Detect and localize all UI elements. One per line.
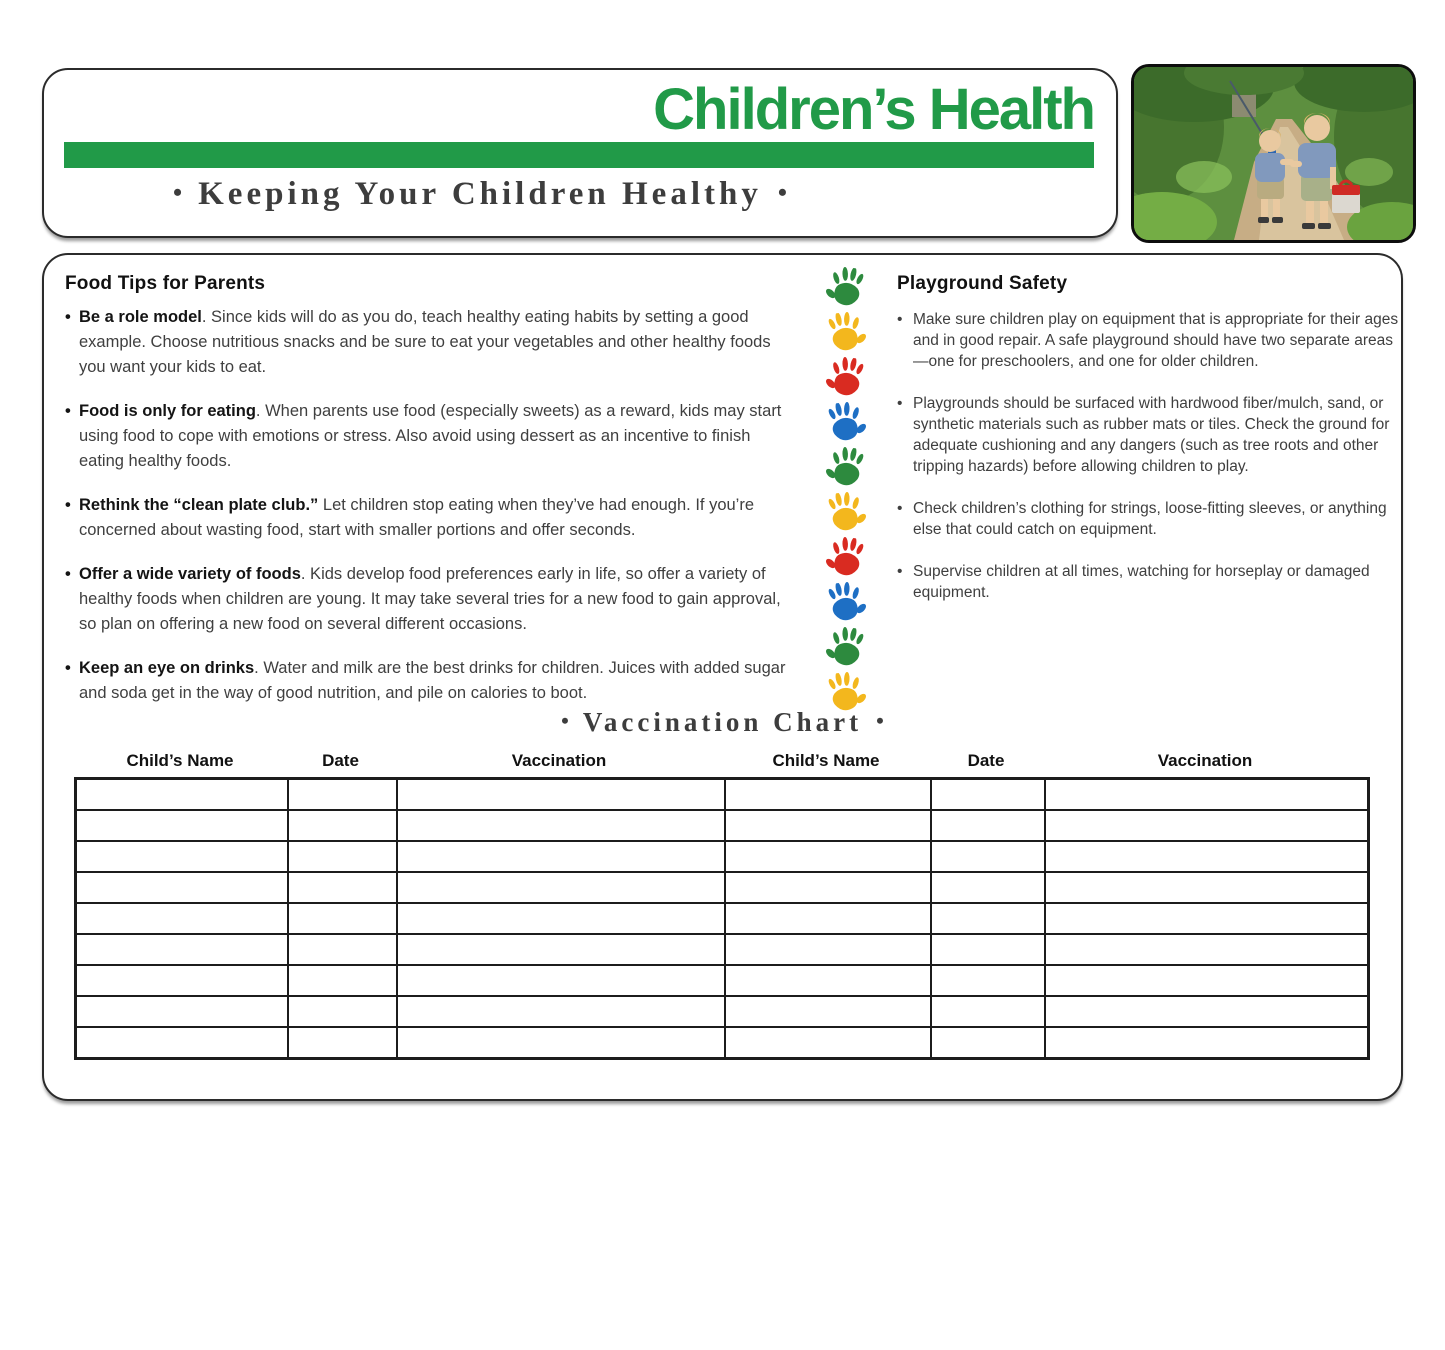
table-cell: [1045, 996, 1369, 1027]
table-cell: [725, 965, 931, 996]
table-row: [76, 934, 1369, 965]
bullet-decoration: •: [876, 708, 884, 733]
playground-safety-list: [897, 309, 1399, 603]
table-cell: [288, 965, 397, 996]
table-cell: [397, 965, 725, 996]
table-cell: [76, 810, 288, 841]
table-cell: [725, 872, 931, 903]
vaccination-table: [74, 777, 1370, 1060]
table-cell: [76, 934, 288, 965]
table-cell: [931, 965, 1045, 996]
handprint-icon: [823, 534, 870, 582]
table-cell: [288, 841, 397, 872]
handprint-icon: [823, 579, 870, 627]
safety-item: • Playgrounds should be surfaced with hardwood fiber/mulch, sand, or synthetic materials such as rubber mats or tiles. Check the ground for adequate cushioning and any dangers (such as tree roots and other tripping hazards) before allowing children to play.: [897, 393, 1399, 477]
table-row: [76, 841, 1369, 872]
table-row: [76, 779, 1369, 811]
vaccination-table-headers: [74, 751, 1367, 771]
food-tip-text: . Water and milk are the best drinks for children. Juices with added sugar and soda get in the way of good nutrition, and pile on calories to boot.: [79, 659, 786, 702]
table-cell: [725, 810, 931, 841]
handprint-icon: [823, 399, 870, 447]
table-cell: [76, 903, 288, 934]
table-cell: [397, 1027, 725, 1059]
page-subtitle-text: Keeping Your Children Healthy: [198, 176, 762, 212]
table-cell: [288, 903, 397, 934]
food-tips-section: [65, 273, 795, 725]
main-content-box: [42, 253, 1403, 1101]
table-cell: [397, 934, 725, 965]
page-subtitle: [44, 176, 916, 213]
table-row: [76, 872, 1369, 903]
column-header-date: Date: [967, 751, 1005, 770]
table-cell: [725, 996, 931, 1027]
bullet-decoration: •: [777, 178, 787, 207]
page-title: Children’s Health: [653, 77, 1094, 142]
safety-item: • Make sure children play on equipment that is appropriate for their ages and in good repair. A safe playground should have two separate areas—one for preschoolers, and one for older children.: [897, 309, 1399, 372]
table-cell: [931, 903, 1045, 934]
table-cell: [725, 903, 931, 934]
table-row: [76, 996, 1369, 1027]
table-cell: [76, 996, 288, 1027]
handprint-icon: [823, 309, 870, 357]
table-cell: [76, 779, 288, 811]
table-cell: [288, 872, 397, 903]
table-cell: [931, 996, 1045, 1027]
column-header-childs-name: Child’s Name: [772, 751, 880, 770]
safety-item: • Supervise children at all times, watching for horseplay or damaged equipment.: [897, 561, 1399, 603]
table-cell: [397, 903, 725, 934]
food-tip-text: Let children stop eating when they’ve had enough. If you’re concerned about wasting food, start with smaller portions and offer seconds.: [79, 496, 755, 539]
food-tip-item: [65, 656, 795, 706]
table-cell: [931, 934, 1045, 965]
food-tip-item: [65, 493, 795, 543]
table-cell: [1045, 903, 1369, 934]
table-cell: [1045, 1027, 1369, 1059]
column-header-vaccination: Vaccination: [1157, 751, 1253, 770]
vaccination-chart-title-text: Vaccination Chart: [582, 707, 863, 737]
photo-two-boys-illustration: [1134, 67, 1413, 240]
table-cell: [288, 996, 397, 1027]
handprint-column: [815, 267, 877, 714]
vaccination-table-body: [76, 779, 1369, 1059]
table-cell: [397, 810, 725, 841]
bullet-decoration: •: [173, 178, 183, 207]
playground-safety-heading: Playground Safety: [897, 273, 1068, 294]
table-cell: [1045, 872, 1369, 903]
food-tip-item: [65, 399, 795, 474]
table-cell: [1045, 810, 1369, 841]
food-tip-lead: Food is only for eating: [79, 402, 256, 420]
table-cell: [76, 872, 288, 903]
photo-frame: [1131, 64, 1416, 243]
table-cell: [725, 779, 931, 811]
column-header-vaccination: Vaccination: [511, 751, 607, 770]
bullet-decoration: •: [561, 708, 569, 733]
table-cell: [931, 779, 1045, 811]
table-cell: [397, 996, 725, 1027]
table-cell: [931, 810, 1045, 841]
food-tip-text: . Since kids will do as you do, teach healthy eating habits by setting a good example. Choose nutritious snacks and be sure to eat your vegetables and other healthy foods you want your kids to eat.: [79, 308, 771, 376]
playground-safety-section: [897, 273, 1399, 624]
table-cell: [76, 841, 288, 872]
table-cell: [288, 810, 397, 841]
table-cell: [288, 779, 397, 811]
food-tip-text: . When parents use food (especially sweets) as a reward, kids may start using food to cope with emotions or stress. Also avoid using dessert as an incentive to finish eating healthy foods.: [79, 402, 782, 470]
table-cell: [1045, 841, 1369, 872]
table-cell: [397, 779, 725, 811]
green-accent-bar: [64, 142, 1094, 168]
table-cell: [725, 841, 931, 872]
column-header-date: Date: [322, 751, 359, 770]
food-tips-list: [65, 305, 795, 706]
food-tip-lead: Keep an eye on drinks: [79, 659, 255, 677]
table-cell: [1045, 779, 1369, 811]
table-cell: [76, 1027, 288, 1059]
table-row: [76, 810, 1369, 841]
food-tips-heading: Food Tips for Parents: [65, 273, 266, 294]
food-tip-text: . Kids develop food preferences early in life, so offer a variety of healthy foods when children are young. It may take several tries for a new food to gain approval, so plan on offering a new food on several different occasions.: [79, 565, 781, 633]
table-cell: [931, 872, 1045, 903]
table-cell: [76, 965, 288, 996]
table-cell: [725, 934, 931, 965]
handprint-icon: [823, 444, 870, 492]
handprint-icon: [823, 489, 870, 537]
table-cell: [288, 1027, 397, 1059]
vaccination-chart-title: [44, 707, 1401, 738]
header-box: [42, 68, 1118, 238]
safety-item: • Check children’s clothing for strings, loose-fitting sleeves, or anything else that could catch on equipment.: [897, 498, 1399, 540]
table-cell: [725, 1027, 931, 1059]
table-cell: [288, 934, 397, 965]
column-header-childs-name: Child’s Name: [126, 751, 234, 770]
table-row: [76, 903, 1369, 934]
table-cell: [931, 1027, 1045, 1059]
food-tip-item: [65, 562, 795, 637]
table-cell: [931, 841, 1045, 872]
handprint-icon: [823, 354, 870, 402]
food-tip-lead: Offer a wide variety of foods: [79, 565, 301, 583]
table-cell: [1045, 934, 1369, 965]
table-row: [76, 965, 1369, 996]
table-cell: [397, 872, 725, 903]
table-cell: [1045, 965, 1369, 996]
handprint-icon: [823, 624, 870, 672]
food-tip-lead: Rethink the “clean plate club.”: [79, 496, 319, 514]
table-cell: [397, 841, 725, 872]
handprint-icon: [823, 264, 870, 312]
food-tip-lead: Be a role model: [79, 308, 202, 326]
food-tip-item: [65, 305, 795, 380]
table-row: [76, 1027, 1369, 1059]
